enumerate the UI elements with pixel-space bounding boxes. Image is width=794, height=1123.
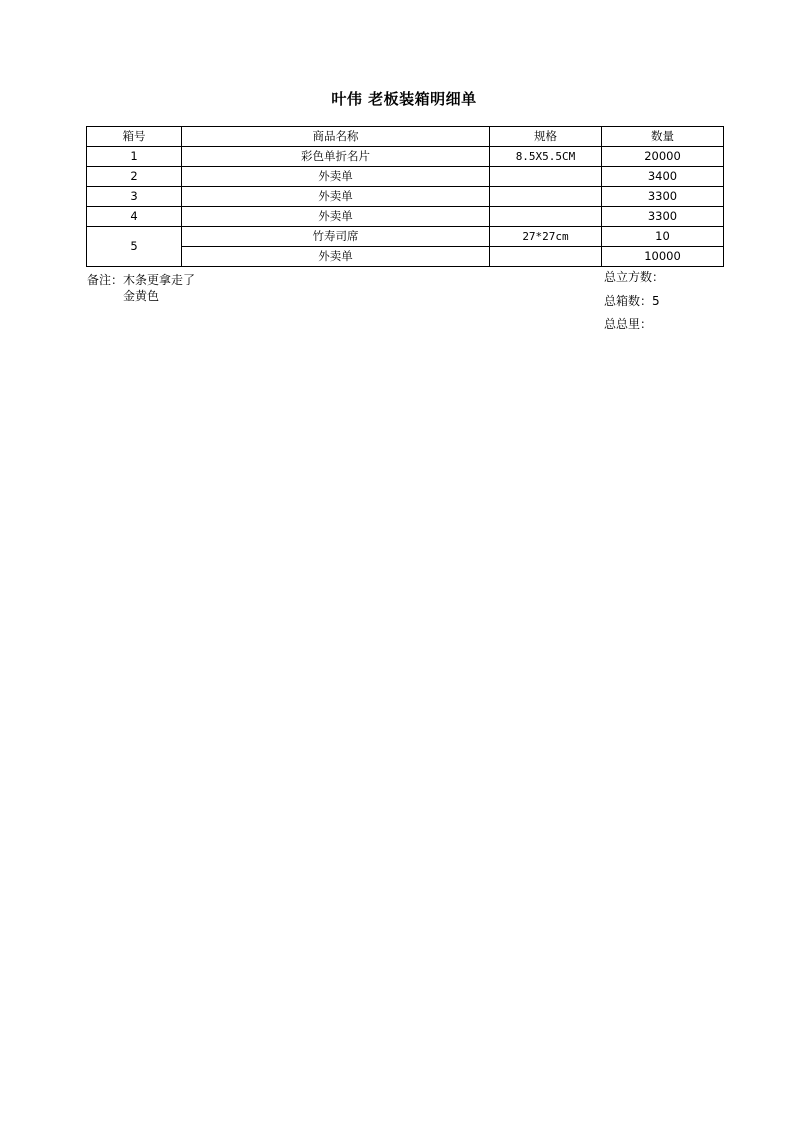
document-title: 叶伟 老板装箱明细单: [331, 90, 477, 108]
cell-product-name: 外卖单: [182, 207, 490, 227]
cell-box-no: 1: [87, 147, 182, 167]
packing-table: [86, 126, 724, 267]
table-row: [87, 147, 724, 167]
cell-spec: 27*27cm: [490, 227, 602, 247]
header-product-name: 商品名称: [182, 127, 490, 147]
cell-product-name: 外卖单: [182, 167, 490, 187]
cell-box-no: 4: [87, 207, 182, 227]
summary: [604, 269, 664, 340]
cell-spec: 8.5X5.5CM: [490, 147, 602, 167]
table-row: [87, 187, 724, 207]
total-volume: 总立方数：: [604, 270, 665, 284]
remarks-label: 备注：: [87, 273, 124, 287]
remarks-line-1: [87, 272, 195, 288]
cell-quantity: 10: [602, 227, 724, 247]
header-quantity: 数量: [602, 127, 724, 147]
cell-product-name: 外卖单: [182, 247, 490, 267]
header-box-no: 箱号: [87, 127, 182, 147]
total-boxes: 总箱数：5: [604, 293, 660, 308]
cell-quantity: 3300: [602, 187, 724, 207]
remarks-text: 木条更拿走了: [123, 273, 196, 287]
cell-box-no: 2: [87, 167, 182, 187]
table-header-row: [87, 127, 724, 147]
remarks-line-2: 金黄色: [123, 289, 160, 303]
cell-spec: [490, 207, 602, 227]
cell-quantity: 3400: [602, 167, 724, 187]
total-weight: 总总里：: [604, 317, 653, 331]
table-row: [87, 247, 724, 267]
cell-product-name: 彩色单折名片: [182, 147, 490, 167]
cell-box-no: 3: [87, 187, 182, 207]
cell-quantity: 10000: [602, 247, 724, 267]
cell-quantity: 3300: [602, 207, 724, 227]
cell-spec: [490, 247, 602, 267]
header-spec: 规格: [490, 127, 602, 147]
table-row: [87, 207, 724, 227]
cell-spec: [490, 167, 602, 187]
table-row: [87, 167, 724, 187]
table-row: [87, 227, 724, 247]
cell-box-no: 5: [87, 227, 182, 267]
cell-product-name: 竹寿司席: [182, 227, 490, 247]
cell-spec: [490, 187, 602, 207]
cell-product-name: 外卖单: [182, 187, 490, 207]
remarks: [87, 272, 195, 304]
cell-quantity: 20000: [602, 147, 724, 167]
